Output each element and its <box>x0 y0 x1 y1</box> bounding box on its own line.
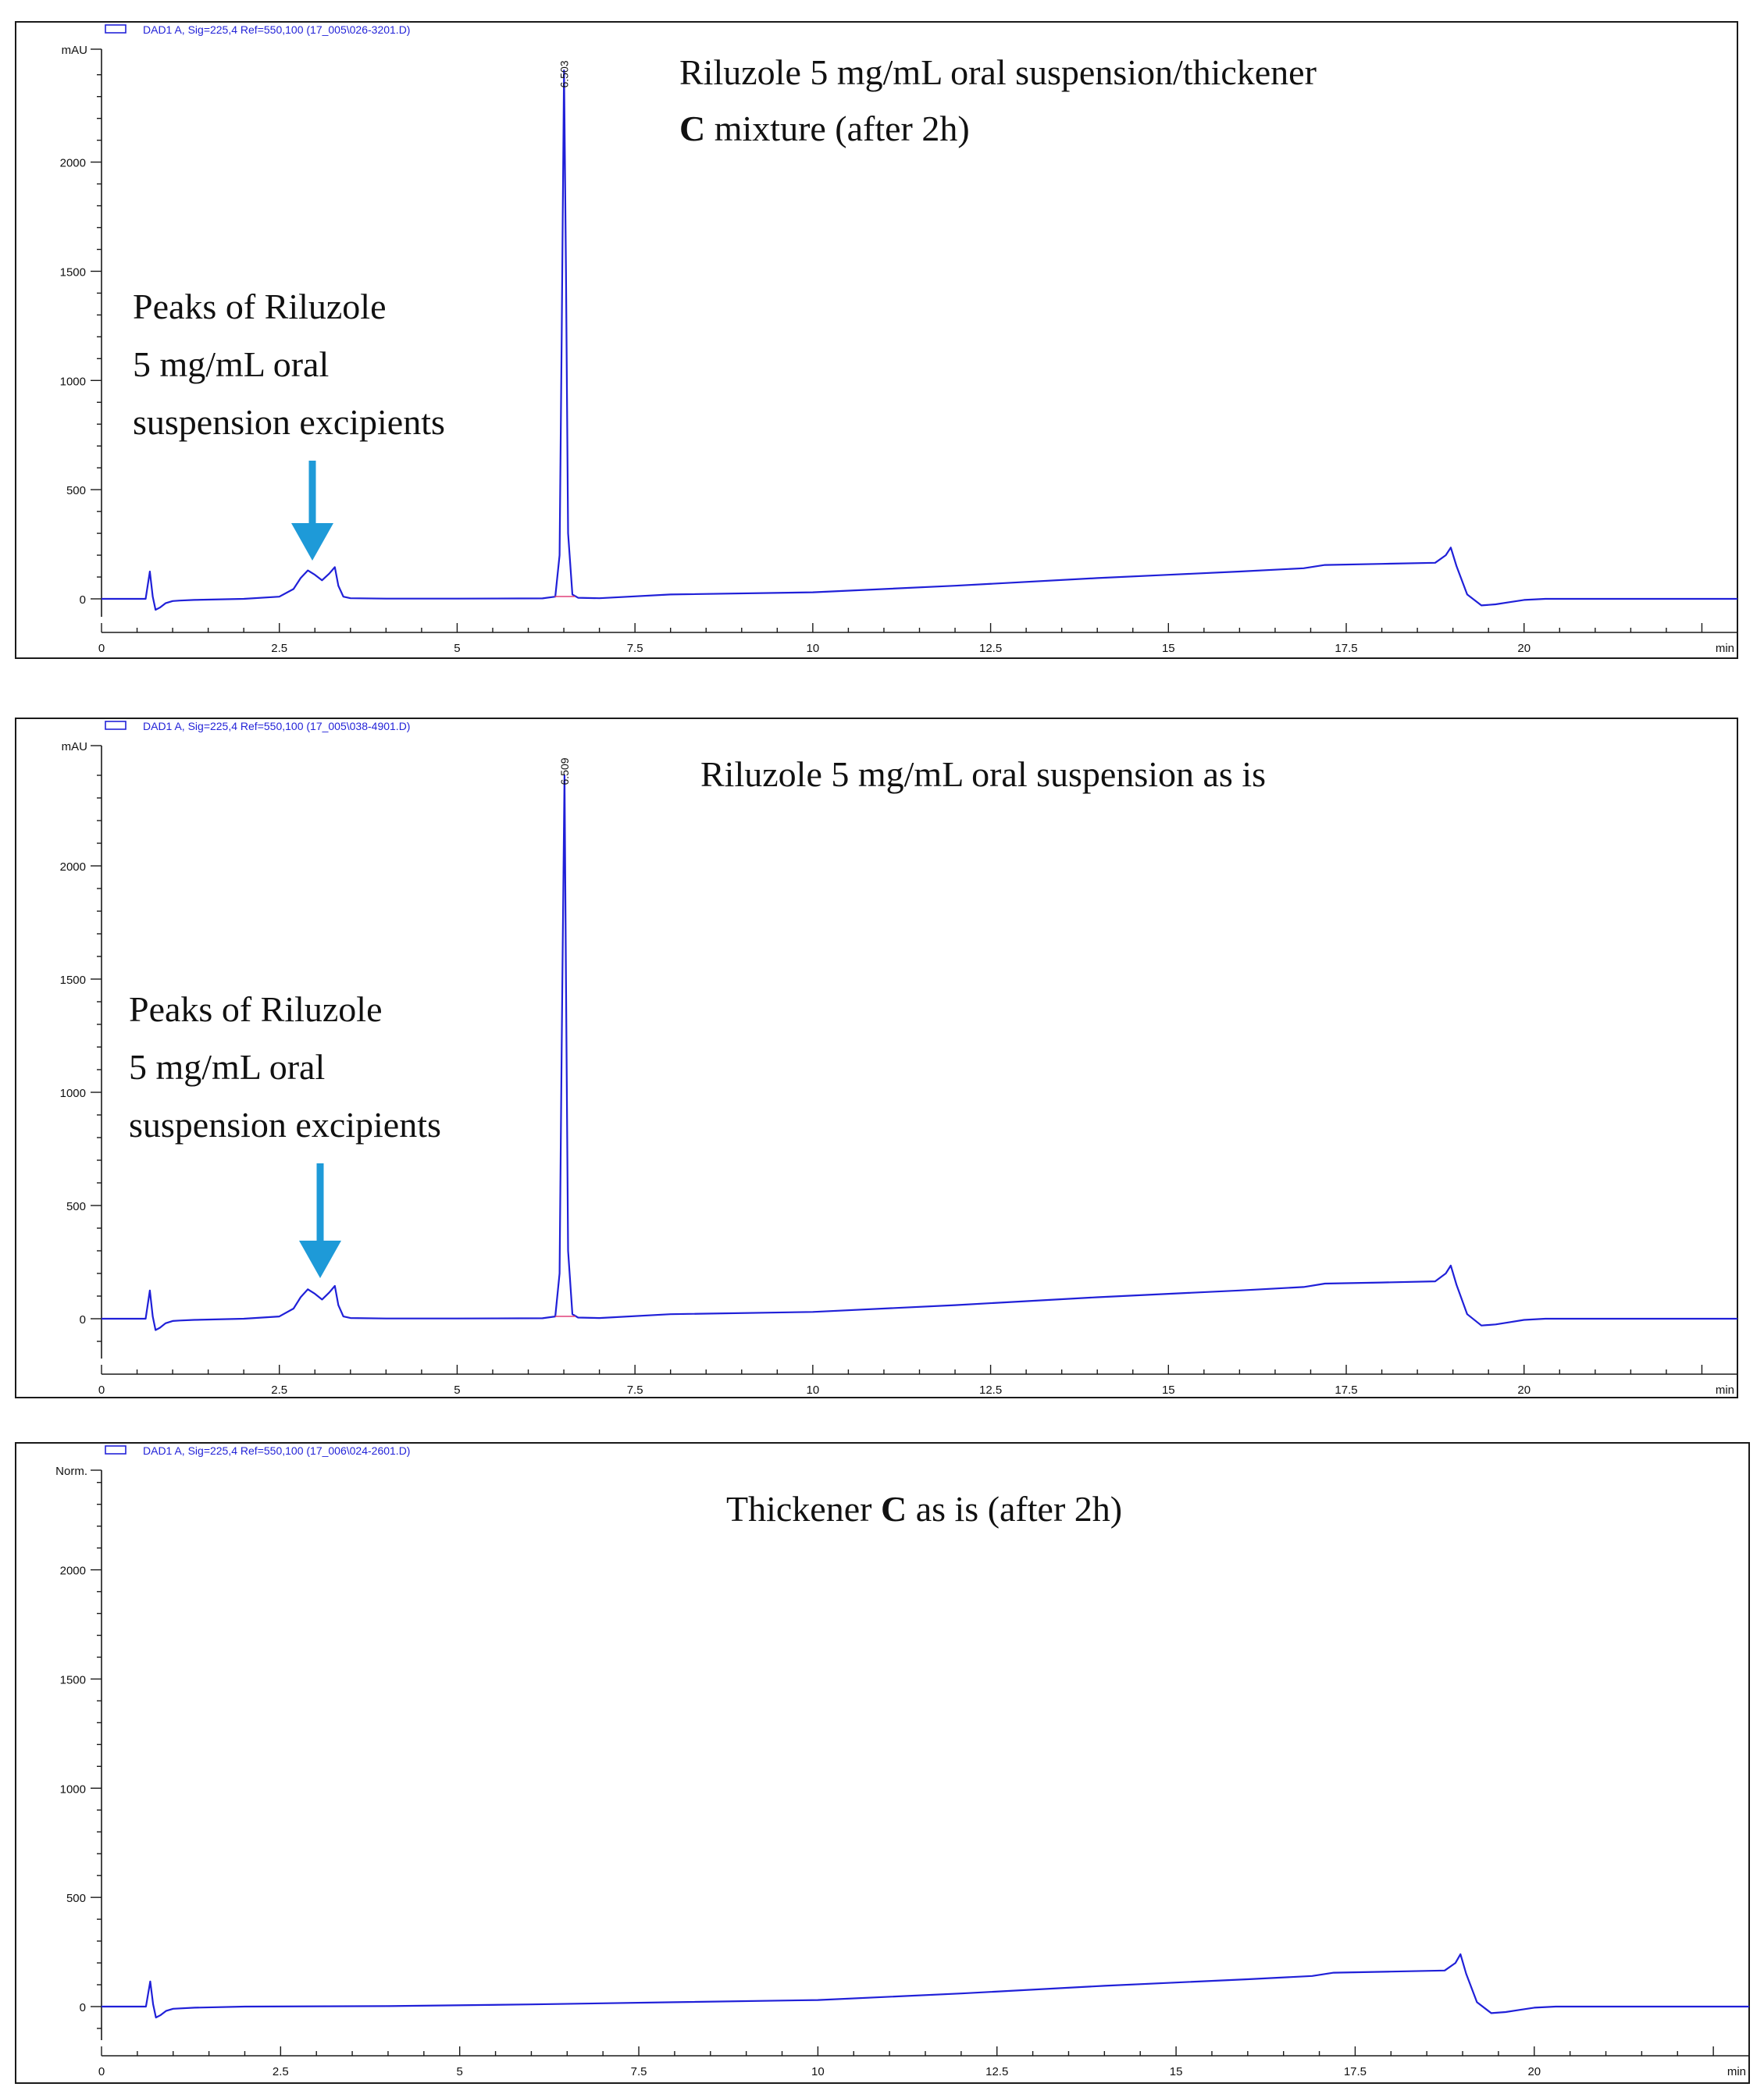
y-tick-label: 500 <box>66 1200 86 1213</box>
x-axis-unit: min <box>1715 1384 1734 1397</box>
x-tick-label: 7.5 <box>630 2065 647 2078</box>
y-axis-unit: mAU <box>61 740 87 753</box>
y-tick-label: 0 <box>79 2001 86 2014</box>
y-tick-label: 1500 <box>59 974 86 987</box>
excipient-note-line: Peaks of Riluzole <box>129 989 383 1029</box>
x-tick-label: 5 <box>454 642 461 655</box>
y-tick-label: 1000 <box>59 1087 86 1100</box>
legend-label: DAD1 A, Sig=225,4 Ref=550,100 (17_005\038-4901.D) <box>143 720 411 732</box>
annotation-title <box>700 754 1266 794</box>
y-axis-unit: Norm. <box>55 1465 87 1478</box>
y-tick-label: 0 <box>79 593 86 607</box>
arrow-head <box>291 523 333 561</box>
annotation-pre: Riluzole 5 mg/mL oral suspension as is <box>700 754 1267 794</box>
y-tick-label: 500 <box>66 1892 86 1906</box>
chromatogram-trace <box>102 70 1737 610</box>
x-tick-label: 20 <box>1527 2065 1541 2078</box>
plot-frame <box>16 1443 1749 2083</box>
excipient-note-line: 5 mg/mL oral <box>133 344 330 384</box>
x-tick-label: 15 <box>1161 1384 1175 1397</box>
annotation-rest: mixture (after 2h) <box>705 109 970 148</box>
x-tick-label: 20 <box>1517 1384 1531 1397</box>
x-tick-label: 10 <box>811 2065 825 2078</box>
x-tick-label: 17.5 <box>1343 2065 1367 2078</box>
peak-retention-label: 6.503 <box>558 60 571 88</box>
x-tick-label: 7.5 <box>626 1384 643 1397</box>
x-tick-label: 20 <box>1517 642 1531 655</box>
x-tick-label: 0 <box>98 642 105 655</box>
x-tick-label: 12.5 <box>978 1384 1003 1397</box>
legend-label: DAD1 A, Sig=225,4 Ref=550,100 (17_005\026-3201.D) <box>143 23 411 36</box>
x-axis-unit: min <box>1727 2065 1746 2078</box>
x-tick-label: 17.5 <box>1335 642 1358 655</box>
y-tick-label: 2000 <box>59 1564 86 1578</box>
x-tick-label: 15 <box>1169 2065 1183 2078</box>
y-tick-label: 500 <box>66 484 86 498</box>
legend-label: DAD1 A, Sig=225,4 Ref=550,100 (17_006\024-2601.D) <box>143 1444 411 1457</box>
chromatogram-trace <box>102 775 1737 1330</box>
excipient-note-line: suspension excipients <box>129 1105 441 1145</box>
excipient-note-line: Peaks of Riluzole <box>133 287 387 326</box>
x-tick-label: 12.5 <box>985 2065 1009 2078</box>
legend-swatch <box>105 1446 126 1454</box>
x-tick-label: 7.5 <box>626 642 643 655</box>
annotation-line-1: Riluzole 5 mg/mL oral suspension/thickener <box>679 52 1317 92</box>
annotation-title <box>726 1489 1122 1529</box>
x-tick-label: 5 <box>456 2065 463 2078</box>
y-tick-label: 0 <box>79 1313 86 1327</box>
y-tick-label: 1000 <box>59 1782 86 1797</box>
x-tick-label: 2.5 <box>272 2065 289 2078</box>
x-tick-label: 5 <box>454 1384 461 1397</box>
x-tick-label: 2.5 <box>271 642 288 655</box>
x-tick-label: 0 <box>98 2065 105 2078</box>
annotation-bold: C <box>880 1489 907 1529</box>
annotation-bold: C <box>679 109 706 148</box>
excipient-note-line: suspension excipients <box>133 402 445 442</box>
arrow-head <box>299 1241 341 1278</box>
annotation-line-2 <box>679 109 970 148</box>
x-axis-unit: min <box>1715 642 1734 655</box>
y-tick-label: 1500 <box>59 1673 86 1687</box>
y-tick-label: 2000 <box>59 156 86 170</box>
y-tick-label: 2000 <box>59 860 86 874</box>
peak-retention-label: 6.509 <box>558 757 571 785</box>
annotation-post: as is (after 2h) <box>907 1489 1123 1529</box>
y-tick-label: 1500 <box>59 265 86 280</box>
legend-swatch <box>105 25 126 33</box>
x-tick-label: 10 <box>806 642 820 655</box>
x-tick-label: 2.5 <box>271 1384 288 1397</box>
legend-swatch <box>105 721 126 729</box>
y-tick-label: 1000 <box>59 375 86 389</box>
chromatogram-trace <box>102 1954 1749 2018</box>
y-axis-unit: mAU <box>61 44 87 57</box>
x-tick-label: 15 <box>1161 642 1175 655</box>
chromatogram-panel-suspension <box>0 699 1764 1397</box>
x-tick-label: 0 <box>98 1384 105 1397</box>
x-tick-label: 10 <box>806 1384 820 1397</box>
chromatogram-panel-thickener <box>0 1419 1764 2087</box>
x-tick-label: 17.5 <box>1335 1384 1358 1397</box>
excipient-note-line: 5 mg/mL oral <box>129 1047 326 1087</box>
annotation-pre: Thickener <box>726 1489 881 1529</box>
x-tick-label: 12.5 <box>978 642 1003 655</box>
chromatogram-panel-mixture <box>0 0 1764 671</box>
